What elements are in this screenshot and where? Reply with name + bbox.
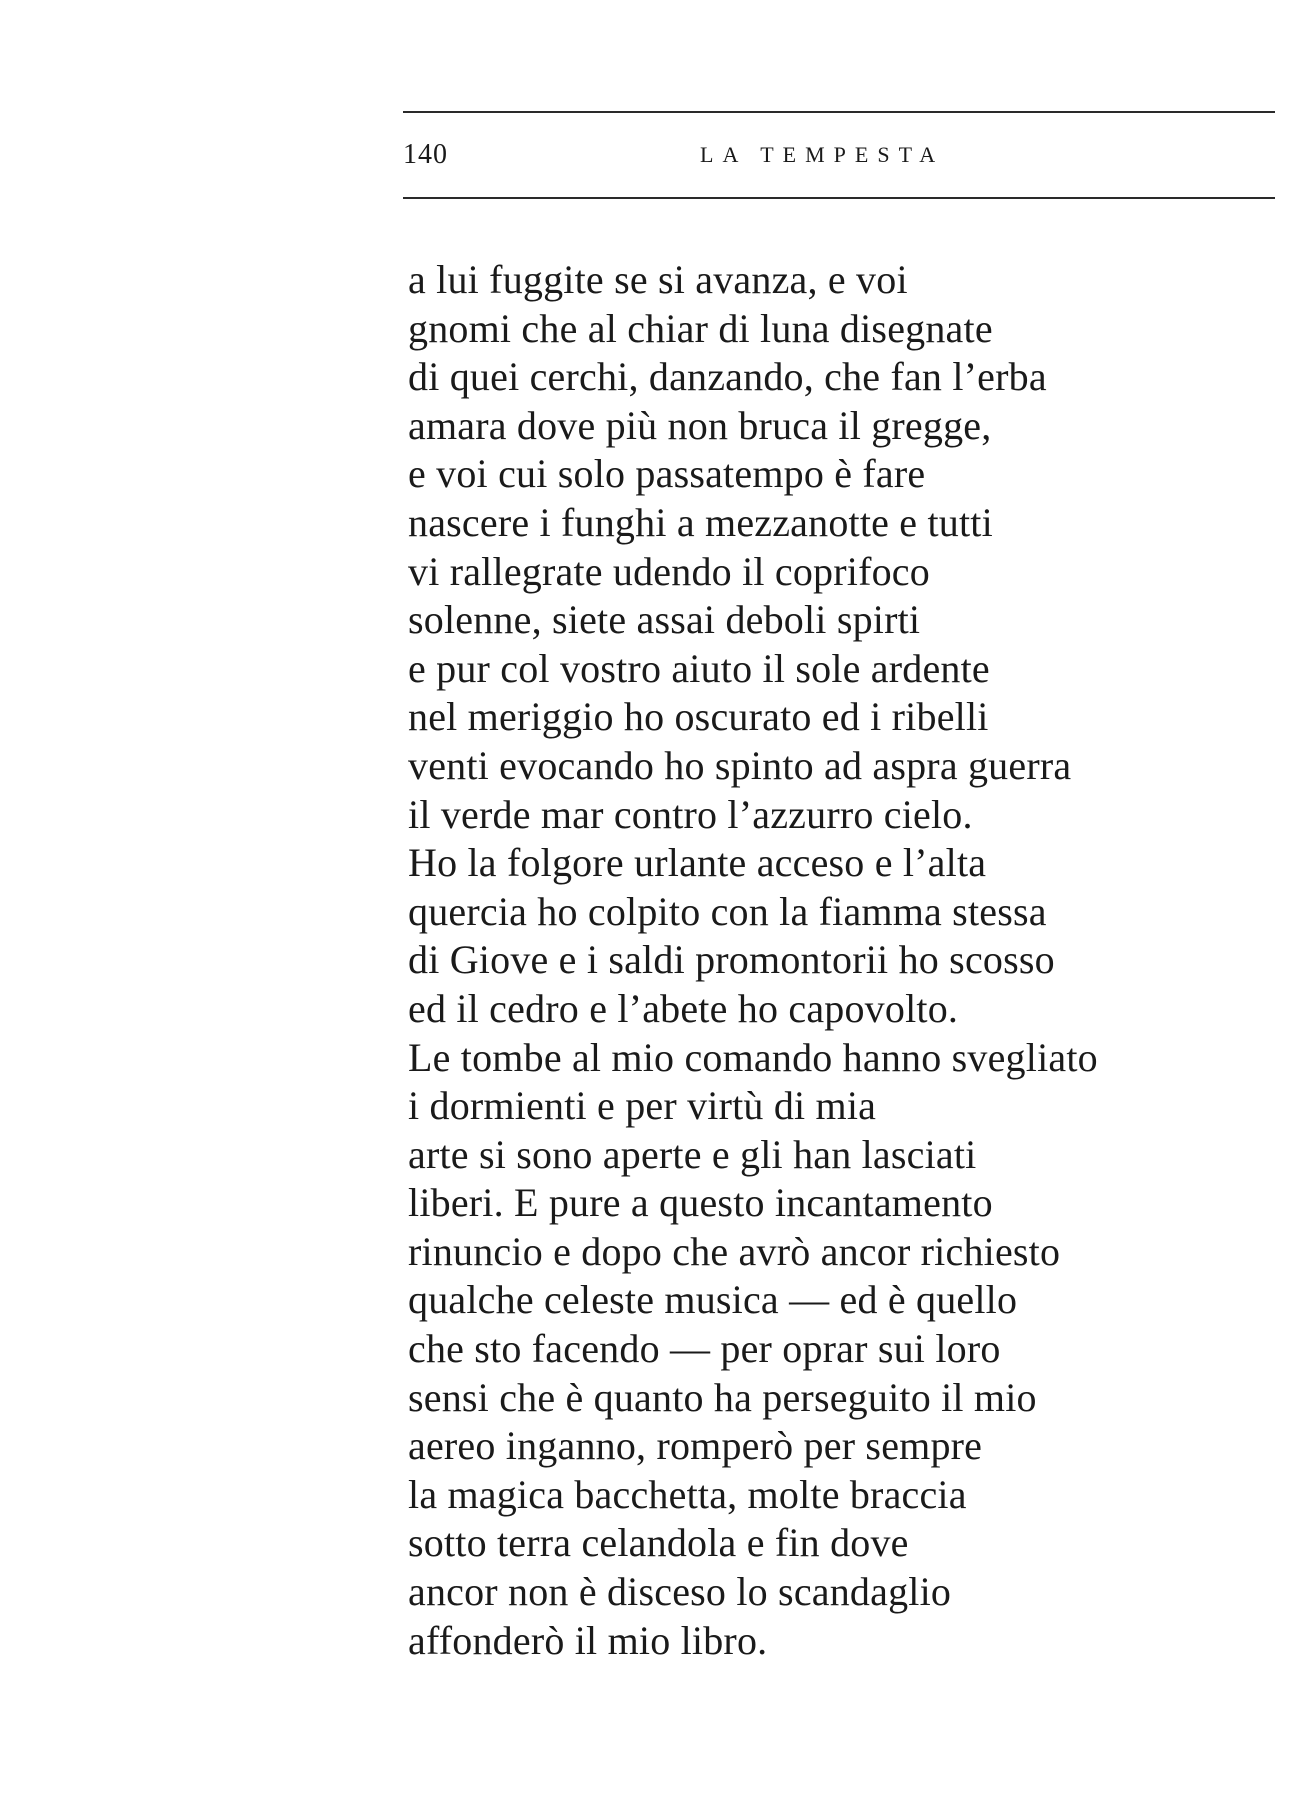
- poem-line: a lui fuggite se si avanza, e voi: [408, 257, 908, 302]
- poem-line: venti evocando ho spinto ad aspra guerra: [408, 742, 1072, 788]
- poem-line: aereo inganno, romperò per sempre: [408, 1423, 983, 1469]
- poem-line: di Giove e i saldi promontorii ho scosso: [408, 937, 1055, 983]
- poem-line: nascere i funghi a mezzanotte e tutti: [408, 499, 993, 545]
- page-number: 140: [403, 139, 448, 170]
- poem-line: rinuncio e dopo che avrò ancor richiesto: [408, 1228, 1061, 1274]
- poem-line: e pur col vostro aiuto il sole ardente: [408, 645, 990, 691]
- poem-line: arte si sono aperte e gli han lasciati: [408, 1131, 977, 1177]
- poem-line: affonderò il mio libro.: [408, 1617, 768, 1663]
- poem-line: qualche celeste musica — ed è quello: [408, 1277, 1018, 1323]
- poem-line: di quei cerchi, danzando, che fan l’erba: [408, 354, 1047, 400]
- poem-line: ancor non è disceso lo scandaglio: [408, 1569, 952, 1615]
- header-top-rule: [403, 111, 1275, 113]
- poem-line: la magica bacchetta, molte braccia: [408, 1471, 967, 1517]
- poem-line: che sto facendo — per oprar sui loro: [408, 1326, 1001, 1372]
- poem-line: Ho la folgore urlante acceso e l’alta: [408, 840, 987, 886]
- poem-line: Le tombe al mio comando hanno svegliato: [408, 1034, 1098, 1080]
- poem-line: i dormienti e per virtù di mia: [408, 1083, 877, 1129]
- poem-line: sensi che è quanto ha perseguito il mio: [408, 1374, 1037, 1420]
- poem-line: e voi cui solo passatempo è fare: [408, 451, 926, 497]
- poem-line: gnomi che al chiar di luna disegnate: [408, 305, 993, 351]
- poem-text: [408, 256, 1098, 1665]
- poem-line: quercia ho colpito con la fiamma stessa: [408, 888, 1047, 934]
- poem-line: il verde mar contro l’azzurro cielo.: [408, 791, 973, 837]
- poem-line: sotto terra celandola e fin dove: [408, 1520, 909, 1566]
- poem-line: solenne, siete assai deboli spirti: [408, 597, 921, 643]
- poem-line: ed il cedro e l’abete ho capovolto.: [408, 985, 959, 1031]
- poem-line: liberi. E pure a questo incantamento: [408, 1180, 993, 1226]
- running-head: LA TEMPESTA: [700, 142, 945, 167]
- poem-line: nel meriggio ho oscurato ed i ribelli: [408, 694, 989, 740]
- poem-line: amara dove più non bruca il gregge,: [408, 402, 992, 448]
- poem-line: vi rallegrate udendo il coprifoco: [408, 548, 930, 594]
- header-bottom-rule: [403, 197, 1275, 199]
